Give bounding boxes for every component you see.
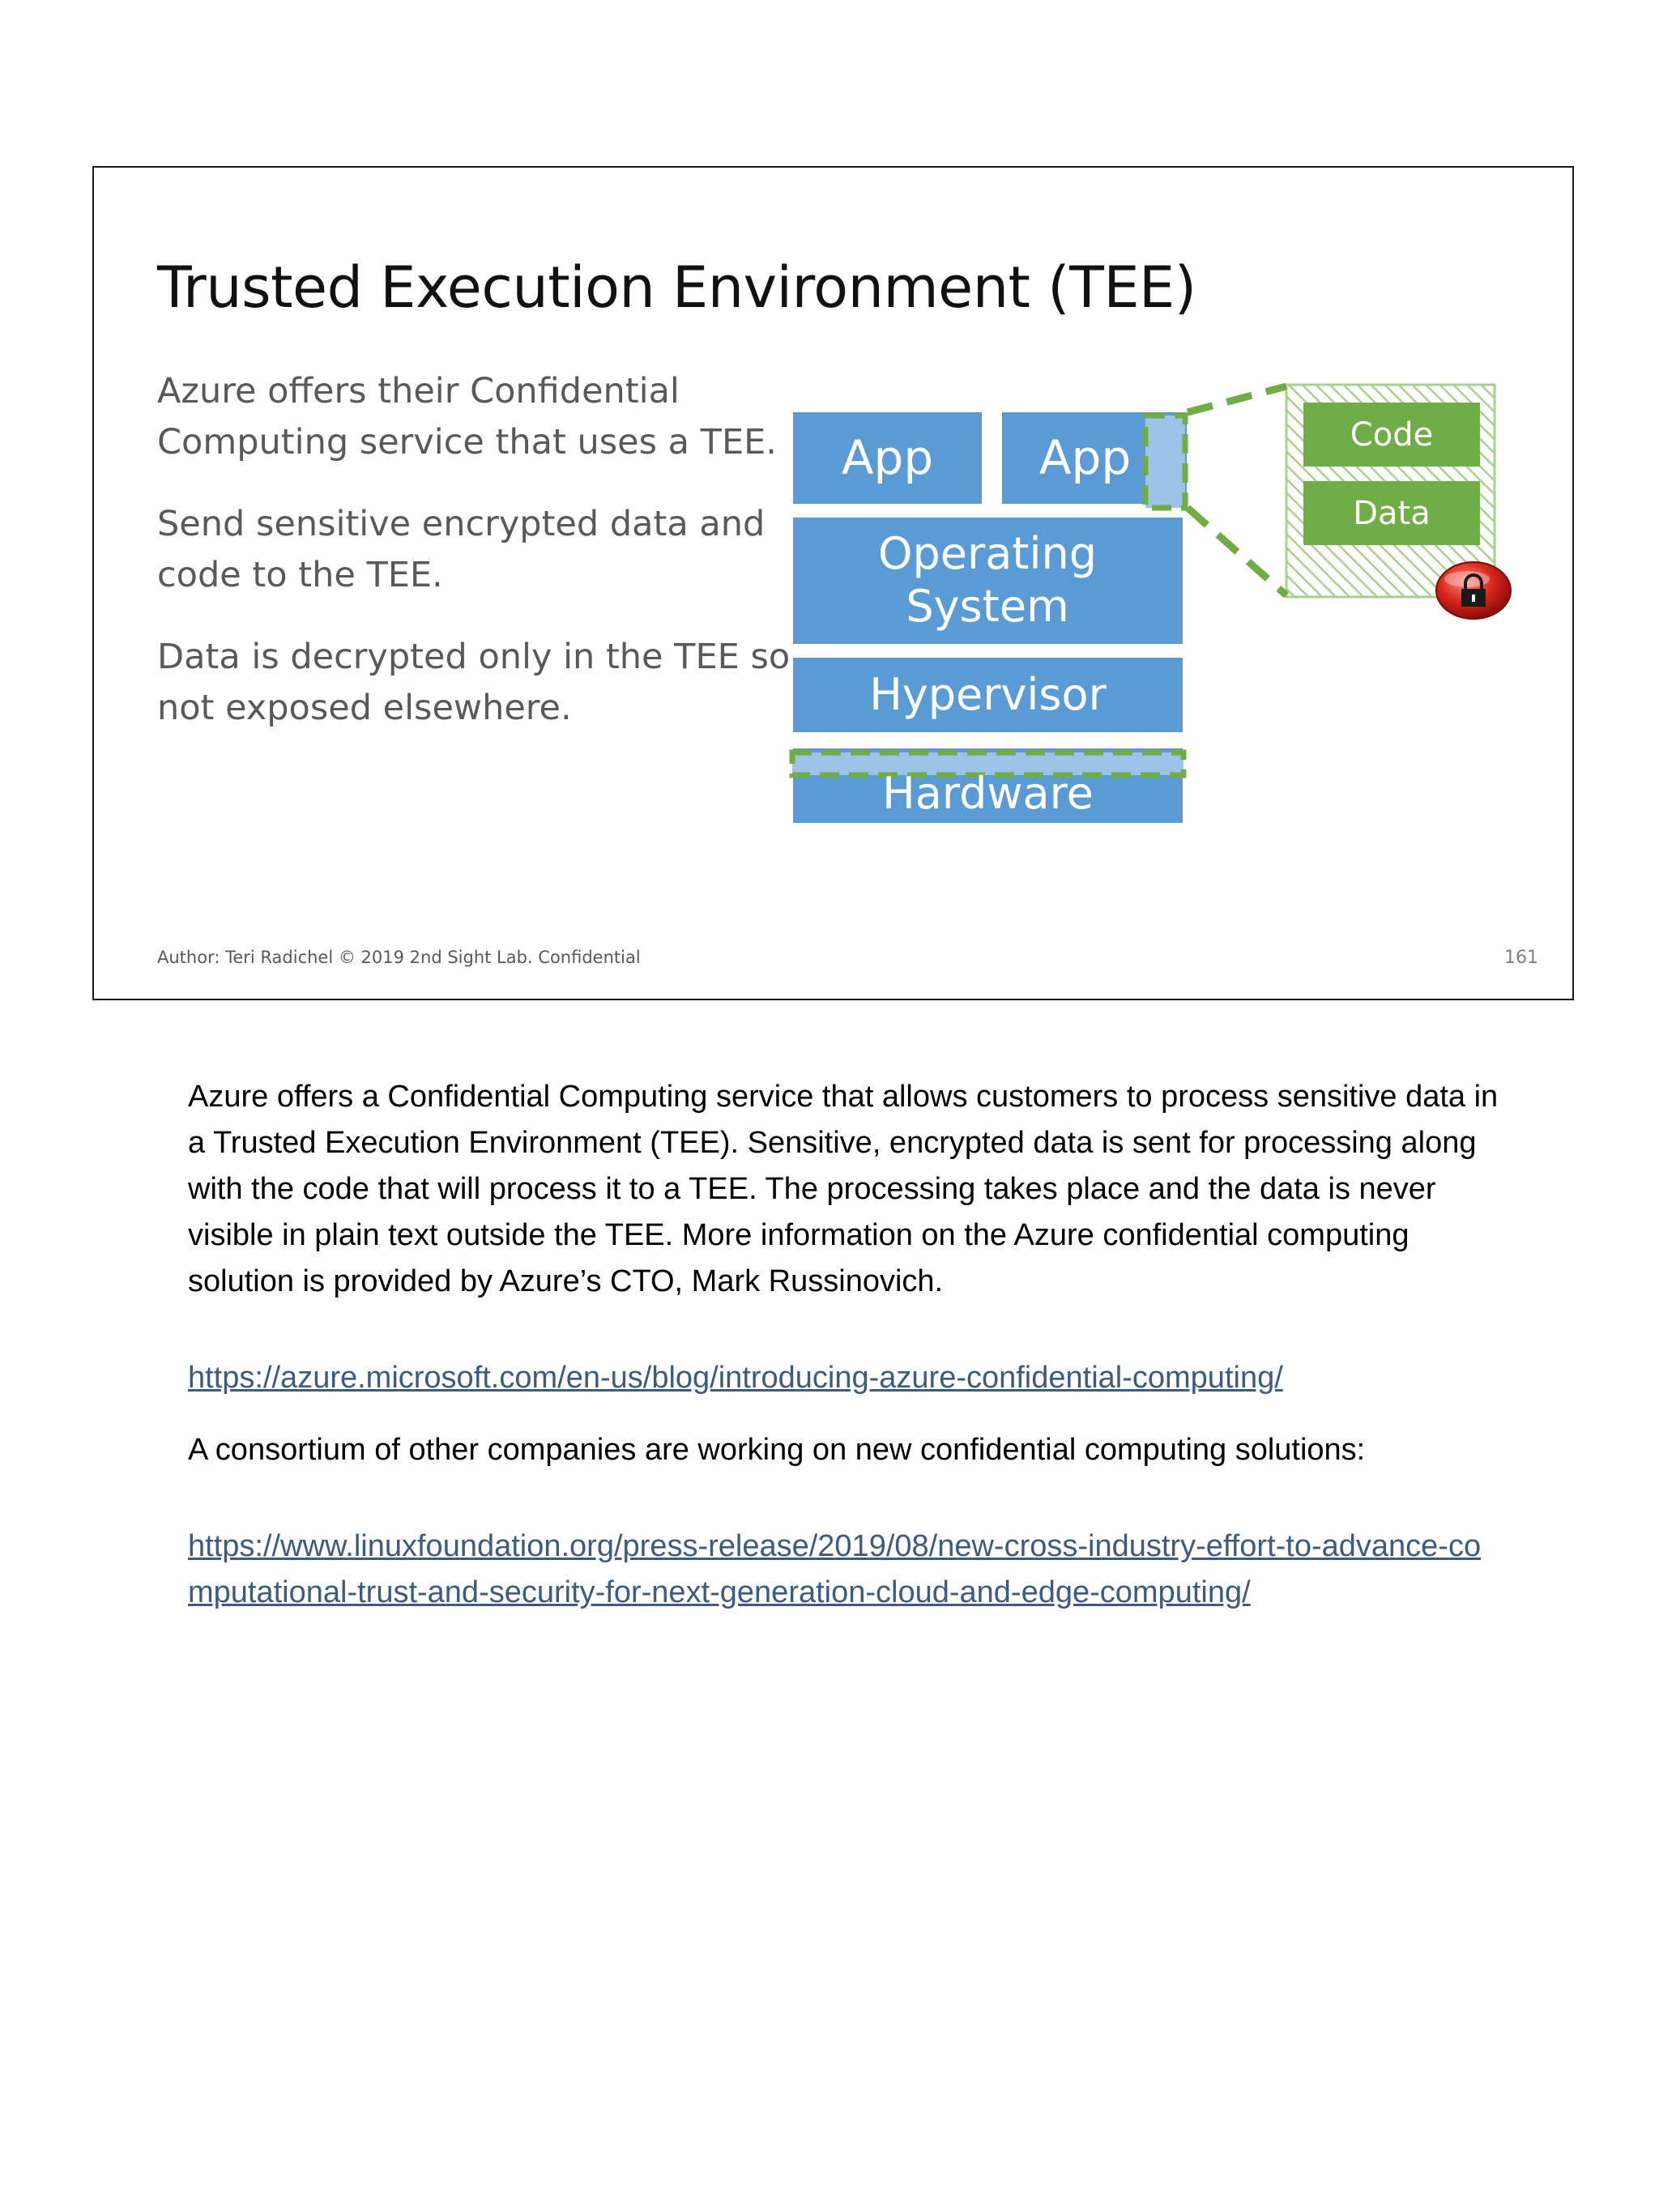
slide [92, 166, 1574, 1000]
app-left-label: App [841, 429, 934, 485]
slide-page-number: 161 [1504, 948, 1538, 968]
tee-diagram [94, 168, 1576, 1002]
lock-icon [1436, 562, 1511, 619]
data-label: Data [1353, 494, 1431, 532]
slide-footer-author: Author: Teri Radichel © 2019 2nd Sight Lab. Confidential [157, 948, 641, 967]
operating-system-label: Operating System [878, 528, 1097, 632]
bullet-3: Data is decrypted only in the TEE so not exposed elsewhere. [157, 637, 791, 728]
bullet-2: Send sensitive encrypted data and code to the TEE. [157, 504, 766, 595]
linux-foundation-link[interactable]: https://www.linuxfoundation.org/press-release/2019/08/new-cross-industry-effort-to-advance-computational-trust-and-security-for-next-generation-cloud-and-edge-computing/ [188, 1529, 1482, 1609]
notes-paragraph-2: A consortium of other companies are working on new confidential computing solutions: [188, 1433, 1366, 1467]
app-right-label: App [1038, 429, 1132, 485]
tee-diagram-graphics [94, 168, 1576, 1002]
notes-paragraph-1: Azure offers a Confidential Computing service that allows customers to process sensitive data in a Trusted Execution Environment (TEE). Sensitive, encrypted data is sent for processing along with the code that will process it to a TEE. The processing takes place and the data is never visible in plain text outside the TEE. More information on the Azure confidential computing solution is provided by Azure’s CTO, Mark Russinovich. [188, 1080, 1499, 1298]
speaker-notes [188, 1074, 1500, 1616]
hypervisor-label: Hypervisor [869, 668, 1107, 720]
slide-title: Trusted Execution Environment (TEE) [157, 254, 1196, 321]
azure-blog-link[interactable]: https://azure.microsoft.com/en-us/blog/introducing-azure-confidential-computing/ [188, 1361, 1283, 1395]
hardware-label: Hardware [882, 767, 1094, 819]
connector-top [1188, 386, 1286, 412]
bullet-1: Azure offers their Confidential Computing service that uses a TEE. [157, 371, 777, 462]
connector-bottom [1188, 508, 1286, 595]
code-label: Code [1350, 416, 1434, 454]
